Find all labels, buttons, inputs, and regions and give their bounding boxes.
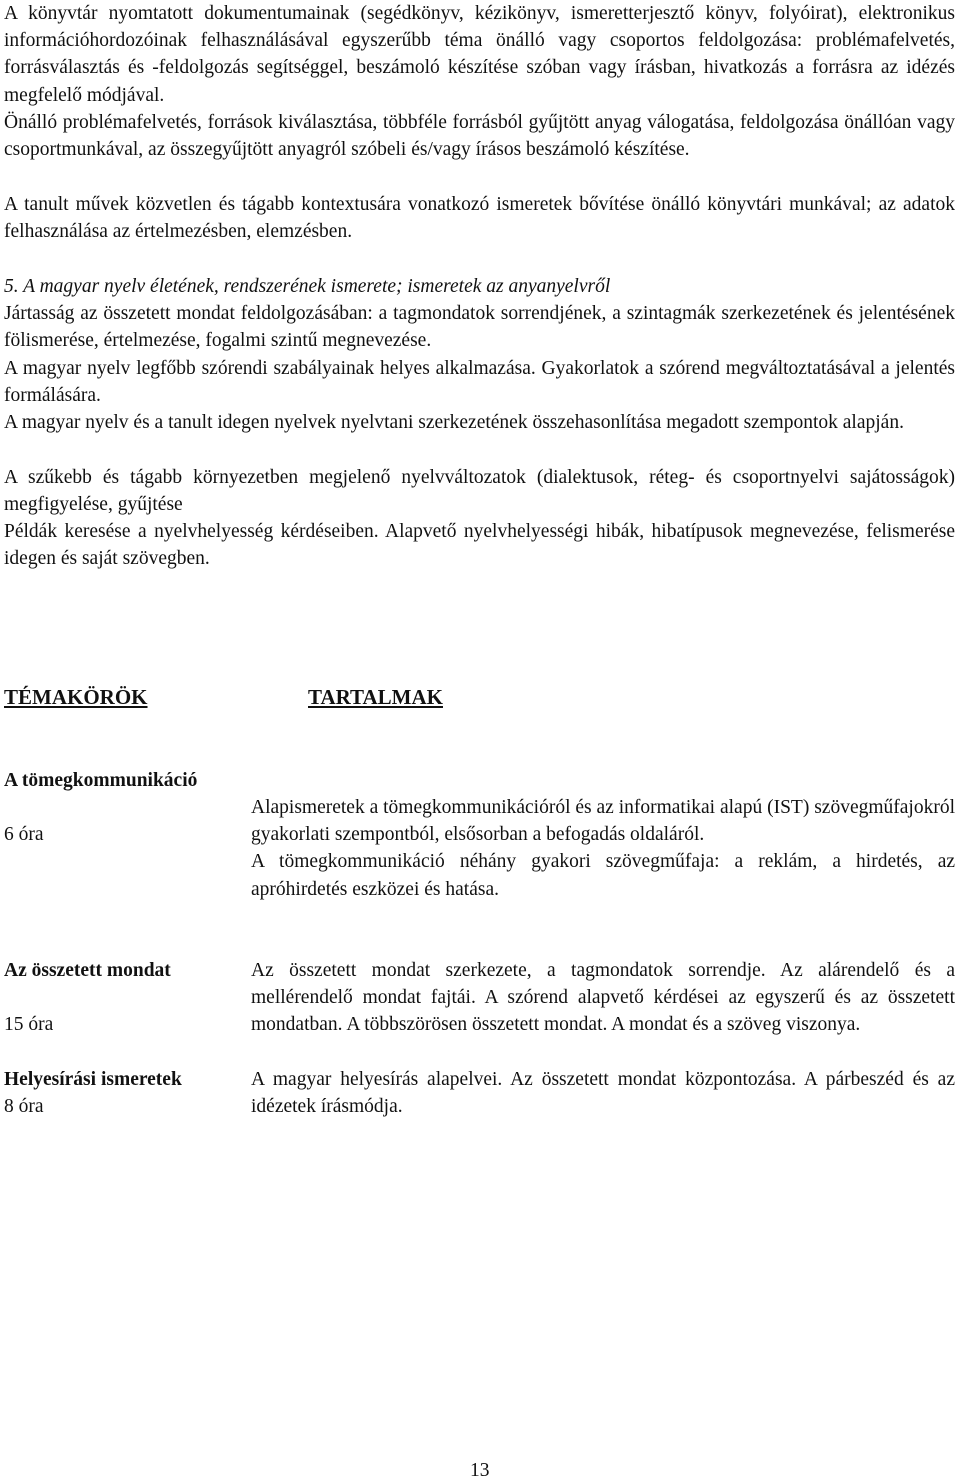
content-text: Az összetett mondat szerkezete, a tagmondatok sorrendje. Az alárendelő és a mellérendelő mondat fajtái. A szórend alapvető kérdései az egyszerű és az összetett mondatban. A többszörösen összetett mondat. A mondat és a szöveg viszonya. <box>251 960 955 1036</box>
paragraph: A tanult művek közvetlen és tágabb kontextusára vonatkozó ismeretek bővítése önálló könyvtári munkával; az adatok felhasználása az értelmezésben, elemzésben. <box>4 194 955 243</box>
paragraph: A magyar nyelv legfőbb szórendi szabályainak helyes alkalmazása. Gyakorlatok a szórend megváltoztatásával a jelentés formálására. <box>4 358 955 407</box>
section-heading: 5. A magyar nyelv életének, rendszerének ismerete; ismeretek az anyanyelvről <box>4 276 611 297</box>
paragraph: Önálló problémafelvetés, források kiválasztása, többféle forrásból gyűjtött anyag válogatása, feldolgozása önállóan vagy csoportmunkával, az összegyűjtött anyagról szóbeli és/vagy írásos beszámoló készítése. <box>4 112 955 161</box>
content-text: Alapismeretek a tömegkommunikációról és az informatikai alapú (IST) szövegműfajokról gyakorlati szempontból, elsősorban a befogadás oldaláról. <box>251 797 955 846</box>
content-cell <box>251 794 955 903</box>
paragraph: Jártasság az összetett mondat feldolgozásában: a tagmondatok sorrendjének, a szintagmák szerkezetének és jelentésének fölismerése, értelmezése, fogalmi szintű megnevezése. <box>4 303 955 352</box>
paragraph: A könyvtár nyomtatott dokumentumainak (segédkönyv, kézikönyv, ismeretterjesztő könyv, folyóirat), elektronikus információhordozóinak felhasználásával egyszerűbb téma önálló vagy csoportos feldolgozása: problémafelvetés, forrásválasztás és -feldolgozás segítséggel, beszámoló készítése szóban vagy írásban, hivatkozás a forrásra az idézés megfelelő módjával. <box>4 3 955 106</box>
topic-title: A tömegkommunikáció <box>4 770 198 791</box>
paragraph: Példák keresése a nyelvhelyesség kérdéseiben. Alapvető nyelvhelyességi hibák, hibatípusok megnevezése, felismerése idegen és saját szövegben. <box>4 521 955 570</box>
content-text: A tömegkommunikáció néhány gyakori szövegműfaja: a reklám, a hirdetés, az apróhirdetés eszközei és hatása. <box>251 851 955 900</box>
topic-title: Helyesírási ismeretek <box>4 1069 182 1090</box>
topic-title: Az összetett mondat <box>4 960 171 981</box>
paragraph: A magyar nyelv és a tanult idegen nyelvek nyelvtani szerkezetének összehasonlítása megadott szempontok alapján. <box>4 412 904 433</box>
topic-hours: 8 óra <box>4 1096 44 1118</box>
topic-hours: 6 óra <box>4 824 44 846</box>
table-header-contents: TARTALMAK <box>308 685 443 709</box>
content-cell <box>251 1066 955 1120</box>
content-text: A magyar helyesírás alapelvei. Az összetett mondat központozása. A párbeszéd és az idézetek írásmódja. <box>251 1069 955 1118</box>
topic-cell <box>4 1066 244 1120</box>
table-header-topics: TÉMAKÖRÖK <box>4 685 148 709</box>
topic-cell <box>4 767 244 848</box>
topic-hours: 15 óra <box>4 1014 54 1036</box>
topic-cell <box>4 957 244 1038</box>
page-number: 13 <box>470 1460 490 1481</box>
content-cell <box>251 957 955 1039</box>
paragraph: A szűkebb és tágabb környezetben megjelenő nyelvváltozatok (dialektusok, réteg- és csoportnyelvi sajátosságok) megfigyelése, gyűjtése <box>4 467 955 516</box>
